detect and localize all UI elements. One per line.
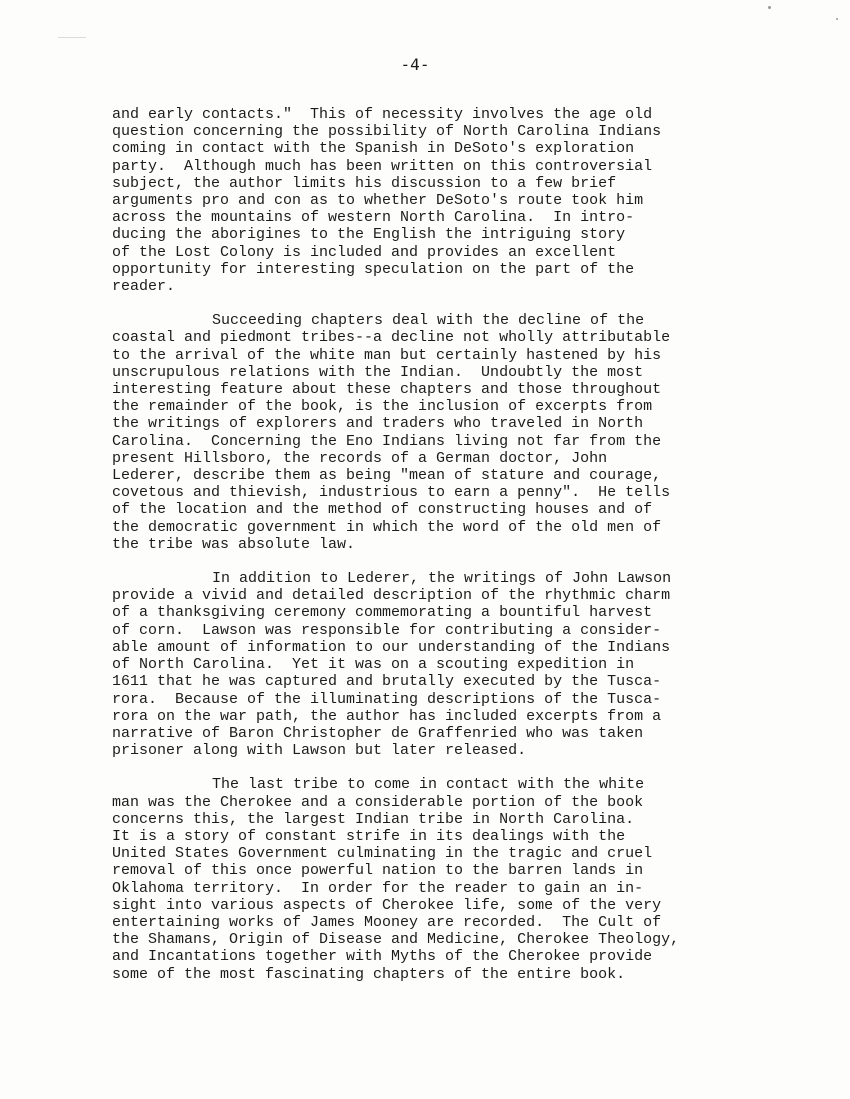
text-line: the writings of explorers and traders who traveled in North bbox=[112, 415, 644, 433]
text-line: It is a story of constant strife in its dealings with the bbox=[112, 827, 626, 845]
text-line: present Hillsboro, the records of a German doctor, John bbox=[112, 449, 608, 467]
text-line: removal of this once powerful nation to the barren lands in bbox=[112, 862, 644, 880]
text-line: of the location and the method of constructing houses and of bbox=[112, 501, 653, 519]
text-line: rora. Because of the illuminating descriptions of the Tusca- bbox=[112, 690, 662, 708]
paragraph bbox=[112, 776, 752, 982]
text-line: Lederer, describe them as being "mean of stature and courage, bbox=[112, 467, 662, 485]
paper-speck bbox=[58, 37, 86, 38]
text-line: 1611 that he was captured and brutally executed by the Tusca- bbox=[112, 673, 662, 691]
text-line: entertaining works of James Mooney are recorded. The Cult of bbox=[112, 913, 662, 931]
text-line: provide a vivid and detailed description of the rhythmic charm bbox=[112, 587, 671, 605]
text-line: In addition to Lederer, the writings of John Lawson bbox=[212, 570, 672, 588]
text-line: ducing the aborigines to the English the intriguing story bbox=[112, 226, 626, 244]
text-line: some of the most fascinating chapters of the entire book. bbox=[112, 965, 626, 983]
paragraph bbox=[112, 106, 752, 295]
text-line: of corn. Lawson was responsible for contributing a consider- bbox=[112, 621, 662, 639]
text-line: reader. bbox=[112, 278, 176, 296]
text-line: sight into various aspects of Cherokee life, some of the very bbox=[112, 896, 662, 914]
text-line: narrative of Baron Christopher de Graffenried who was taken bbox=[112, 724, 644, 742]
text-line: opportunity for interesting speculation on the part of the bbox=[112, 260, 635, 278]
paragraph bbox=[112, 312, 752, 553]
text-line: United States Government culminating in the tragic and cruel bbox=[112, 845, 653, 863]
paper-speck bbox=[836, 18, 838, 20]
text-line: the tribe was absolute law. bbox=[112, 535, 356, 553]
text-line: prisoner along with Lawson but later released. bbox=[112, 742, 527, 760]
text-line: The last tribe to come in contact with the white bbox=[212, 776, 645, 794]
text-line: Oklahoma territory. In order for the reader to gain an in- bbox=[112, 879, 644, 897]
text-line: party. Although much has been written on this controversial bbox=[112, 157, 653, 175]
page-number: -4- bbox=[400, 55, 430, 74]
text-line: coming in contact with the Spanish in DeSoto's exploration bbox=[112, 140, 635, 158]
text-line: subject, the author limits his discussion to a few brief bbox=[112, 174, 617, 192]
text-line: of the Lost Colony is included and provides an excellent bbox=[112, 243, 617, 261]
text-line: question concerning the possibility of North Carolina Indians bbox=[112, 123, 662, 141]
text-line: coastal and piedmont tribes--a decline not wholly attributable bbox=[112, 329, 671, 347]
text-line: interesting feature about these chapters and those throughout bbox=[112, 381, 662, 399]
text-line: unscrupulous relations with the Indian. Undoubtly the most bbox=[112, 363, 644, 381]
text-line: across the mountains of western North Carolina. In intro- bbox=[112, 209, 635, 227]
text-line: concerns this, the largest Indian tribe in North Carolina. bbox=[112, 810, 635, 828]
text-line: Carolina. Concerning the Eno Indians living not far from the bbox=[112, 432, 662, 450]
paragraph bbox=[112, 570, 752, 759]
paper-speck bbox=[768, 6, 771, 9]
text-line: able amount of information to our understanding of the Indians bbox=[112, 638, 671, 656]
document-body bbox=[112, 106, 752, 1000]
text-line: and Incantations together with Myths of the Cherokee provide bbox=[112, 948, 653, 966]
text-line: the remainder of the book, is the inclusion of excerpts from bbox=[112, 398, 653, 416]
text-line: and early contacts." This of necessity involves the age old bbox=[112, 106, 653, 123]
text-line: man was the Cherokee and a considerable portion of the book bbox=[112, 793, 644, 811]
text-line: arguments pro and con as to whether DeSoto's route took him bbox=[112, 192, 644, 210]
text-line: rora on the war path, the author has included excerpts from a bbox=[112, 707, 662, 725]
text-line: Succeeding chapters deal with the decline of the bbox=[212, 312, 645, 330]
text-line: of North Carolina. Yet it was on a scouting expedition in bbox=[112, 656, 635, 674]
text-line: of a thanksgiving ceremony commemorating a bountiful harvest bbox=[112, 604, 653, 622]
text-line: to the arrival of the white man but certainly hastened by his bbox=[112, 346, 662, 364]
text-line: covetous and thievish, industrious to earn a penny". He tells bbox=[112, 484, 671, 502]
text-line: the democratic government in which the word of the old men of bbox=[112, 518, 662, 536]
text-line: the Shamans, Origin of Disease and Medicine, Cherokee Theology, bbox=[112, 931, 680, 949]
